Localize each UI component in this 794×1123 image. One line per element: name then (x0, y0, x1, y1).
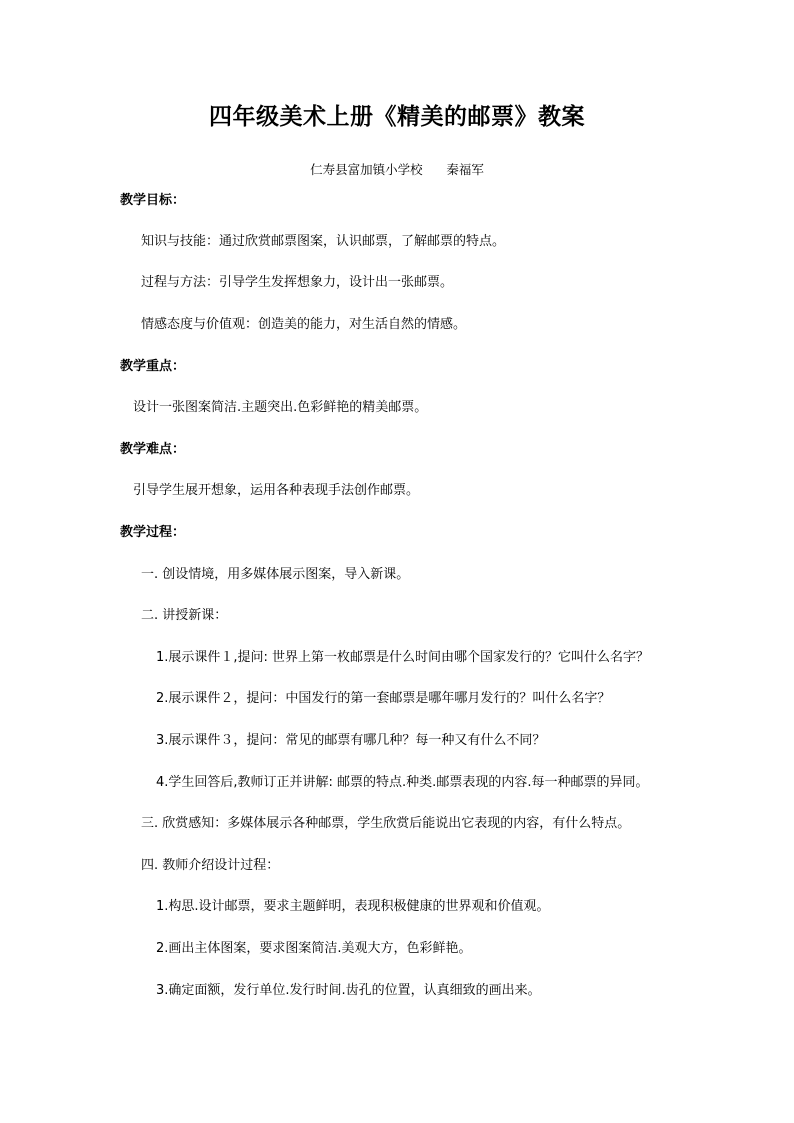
process-step-4: 四. 教师介绍设计过程： (141, 858, 280, 873)
key-point-text: 设计一张图案简洁.主题突出.色彩鲜艳的精美邮票。 (133, 400, 428, 415)
process-substep: 4.学生回答后,教师订正并讲解: 邮票的特点.种类.邮票表现的内容.每一种邮票的异同。 (156, 775, 649, 790)
difficulty-text: 引导学生展开想象，运用各种表现手法创作邮票。 (133, 483, 420, 498)
process-step-2: 二. 讲授新课： (141, 608, 228, 623)
objective-item: 过程与方法：引导学生发挥想象力，设计出一张邮票。 (141, 275, 454, 290)
process-substep: 3.展示课件３，提问：常见的邮票有哪几种？每一种又有什么不同？ (156, 733, 546, 748)
key-point-heading: 教学重点： (120, 359, 186, 374)
document-title: 四年级美术上册《精美的邮票》教案 (209, 104, 585, 130)
process-substep: 2.展示课件２，提问：中国发行的第一套邮票是哪年哪月发行的？叫什么名字？ (156, 691, 611, 706)
objectives-heading: 教学目标： (120, 193, 186, 208)
process-substep: 1.展示课件１,提问: 世界上第一枚邮票是什么时间由哪个国家发行的？它叫什么名字？ (156, 650, 650, 665)
process-step-1: 一. 创设情境，用多媒体展示图案，导入新课。 (141, 567, 410, 582)
objective-item: 知识与技能：通过欣赏邮票图案，认识邮票，了解邮票的特点。 (141, 234, 506, 249)
process-substep: 3.确定面额，发行单位.发行时间.齿孔的位置，认真细致的画出来。 (156, 983, 541, 998)
difficulty-heading: 教学难点： (120, 442, 186, 457)
process-step-3: 三. 欣赏感知：多媒体展示各种邮票，学生欣赏后能说出它表现的内容，有什么特点。 (141, 816, 631, 831)
process-substep: 1.构思.设计邮票，要求主题鲜明，表现积极健康的世界观和价值观。 (156, 899, 550, 914)
author-line: 仁寿县富加镇小学校 秦福军 (310, 162, 484, 177)
process-heading: 教学过程： (120, 525, 186, 540)
objective-item: 情感态度与价值观：创造美的能力，对生活自然的情感。 (141, 317, 467, 332)
process-substep: 2.画出主体图案，要求图案简洁.美观大方，色彩鲜艳。 (156, 941, 472, 956)
